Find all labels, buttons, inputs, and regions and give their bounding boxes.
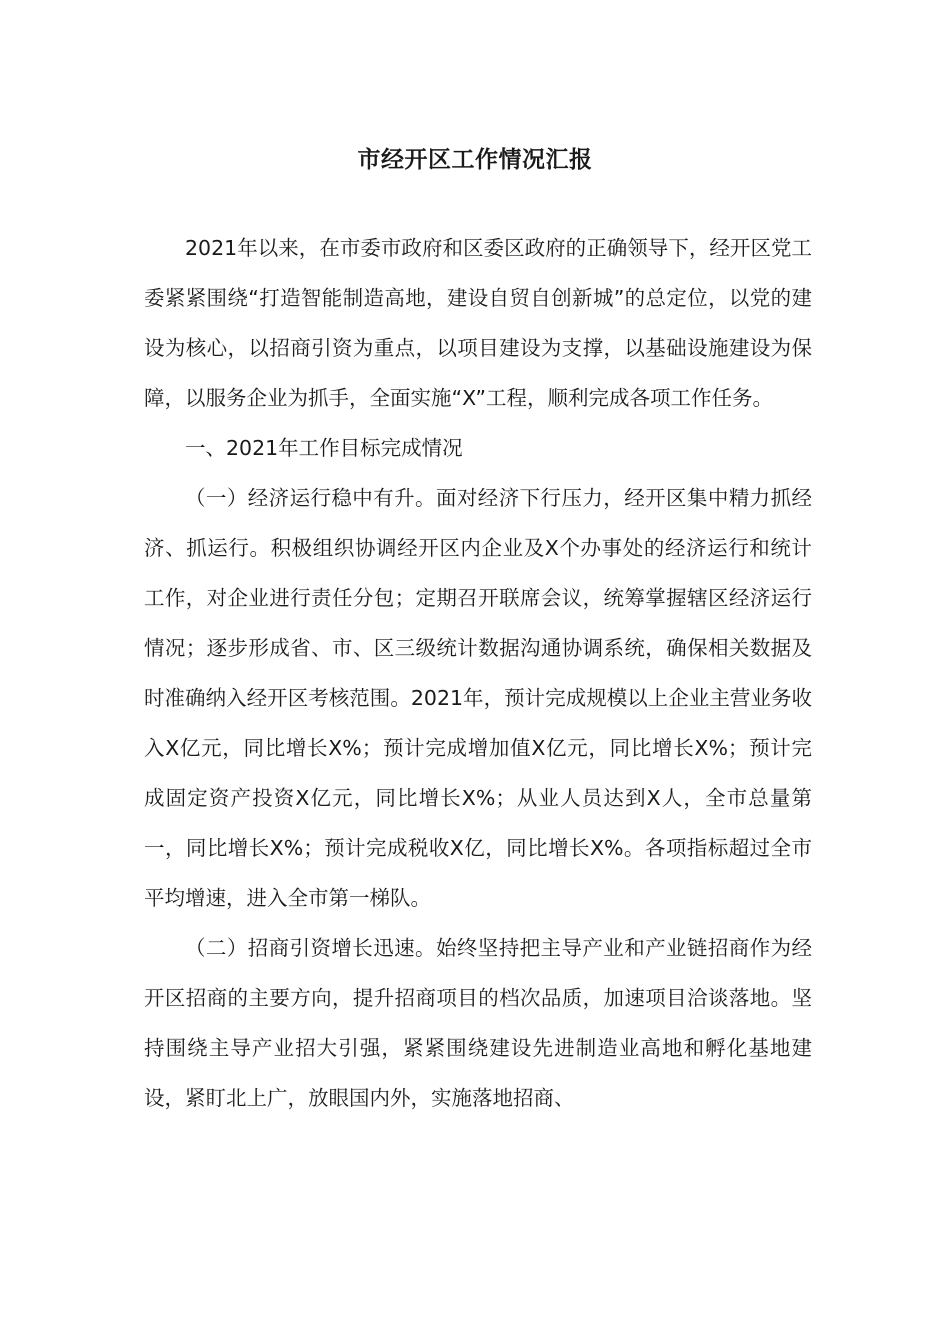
section-heading: 一、2021年工作目标完成情况 — [185, 436, 463, 460]
document-body — [144, 223, 812, 1123]
intro-paragraph: 2021年以来，在市委市政府和区委区政府的正确领导下，经开区党工委紧紧围绕“打造智能制造高地，建设自贸自创新城”的总定位，以党的建设为核心，以招商引资为重点，以项目建设为支撑，以基础设施建设为保障，以服务企业为抓手，全面实施“X”工程，顺利完成各项工作任务。 — [144, 236, 812, 410]
document-title: 市经开区工作情况汇报 — [357, 147, 593, 173]
economy-paragraph: （一）经济运行稳中有升。面对经济下行压力，经开区集中精力抓经济、抓运行。积极组织协调经开区内企业及X个办事处的经济运行和统计工作，对企业进行责任分包；定期召开联席会议，统筹掌握辖区经济运行情况；逐步形成省、市、区三级统计数据沟通协调系统，确保相关数据及时准确纳入经开区考核范围。2021年，预计完成规模以上企业主营业务收入X亿元，同比增长X%；预计完成增加值X亿元，同比增长X%；预计完成固定资产投资X亿元，同比增长X%；从业人员达到X人，全市总量第一，同比增长X%；预计完成税收X亿，同比增长X%。各项指标超过全市平均增速，进入全市第一梯队。 — [144, 486, 812, 910]
investment-paragraph: （二）招商引资增长迅速。始终坚持把主导产业和产业链招商作为经开区招商的主要方向，提升招商项目的档次品质，加速项目洽谈落地。坚持围绕主导产业招大引强，紧紧围绕建设先进制造业高地和孵化基地建设，紧盯北上广，放眼国内外，实施落地招商、 — [144, 936, 812, 1110]
